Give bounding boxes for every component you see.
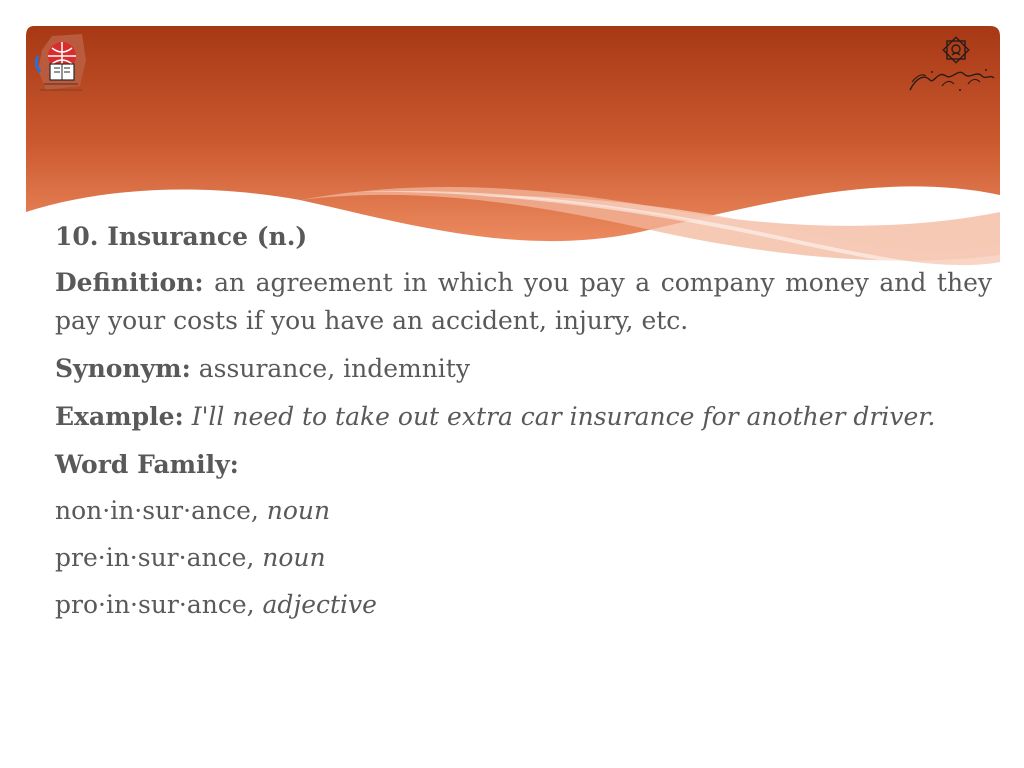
word-family-item [55,586,992,624]
word-family-word: pre·in·sur·ance, [55,543,255,572]
entry-title: 10. Insurance (n.) [55,222,308,251]
definition-label: Definition: [55,268,204,297]
synonym-paragraph [55,350,992,388]
word-family-pos: noun [262,543,326,572]
definition-text: an agreement in which you pay a company money and they pay your costs if you have an accident, injury, etc. [55,268,992,335]
word-family-word: pro·in·sur·ance, [55,590,255,619]
example-label: Example: [55,402,184,431]
vocabulary-entry [55,218,992,633]
word-family-word: non·in·sur·ance, [55,496,259,525]
synonym-label: Synonym: [55,354,191,383]
definition-paragraph [55,264,992,340]
word-family-pos: noun [266,496,331,525]
university-seal [902,34,998,100]
word-family-label: Word Family: [55,450,239,479]
word-family-item [55,539,992,577]
edc-logo [32,30,90,96]
synonym-text: assurance, indemnity [198,354,470,383]
example-paragraph [55,398,992,436]
word-family-item [55,492,992,530]
word-family-pos: adjective [262,590,377,619]
example-text: I'll need to take out extra car insurance for another driver. [191,402,936,431]
